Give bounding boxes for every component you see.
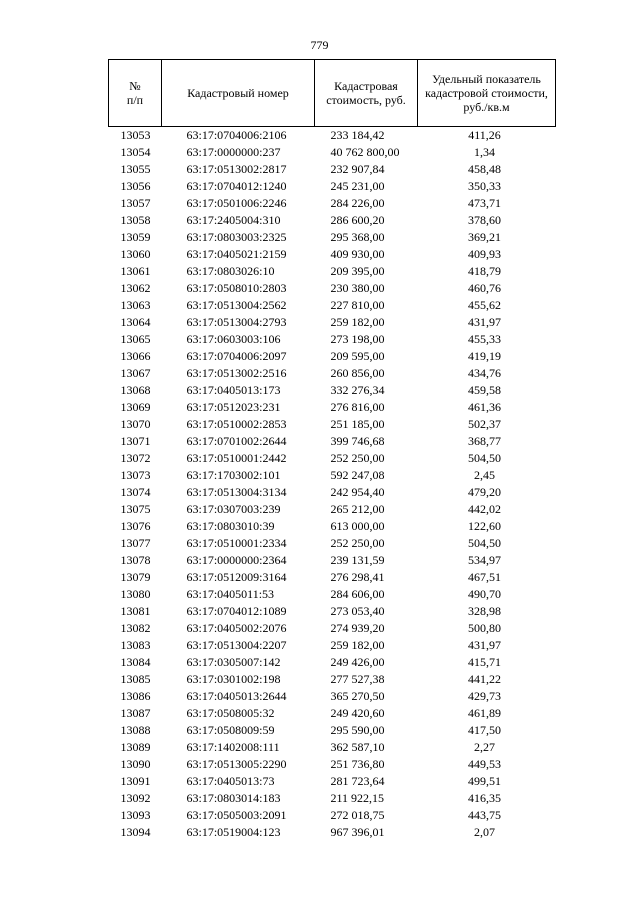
specific-cost-cell: 415,71 (468, 655, 501, 669)
specific-cost-cell: 500,80 (468, 621, 501, 635)
cadastral-cost-cell: 274 939,20 (330, 621, 385, 635)
table-row (109, 569, 556, 586)
table-row (109, 484, 556, 501)
cadastral-cost-cell: 209 595,00 (330, 349, 385, 363)
cadastral-number-cell: 63:17:0603003:106 (186, 332, 281, 346)
row-number-cell: 13080 (120, 587, 151, 601)
table-row (109, 433, 556, 450)
cadastral-cost-cell: 230 380,00 (330, 281, 385, 295)
cadastral-number-cell: 63:17:0508009:59 (186, 723, 275, 737)
cadastral-cost-cell: 592 247,08 (330, 468, 385, 482)
cadastral-cost-cell: 967 396,01 (330, 825, 385, 839)
cadastral-cost-cell: 252 250,00 (330, 536, 385, 550)
row-number-cell: 13069 (120, 400, 151, 414)
specific-cost-cell: 455,33 (468, 332, 501, 346)
header-cadastral-number: Кадастровый номер (162, 60, 315, 127)
row-number-cell: 13065 (120, 332, 151, 346)
row-number-cell: 13085 (120, 672, 151, 686)
cadastral-cost-cell: 332 276,34 (330, 383, 385, 397)
specific-cost-cell: 411,26 (468, 128, 501, 142)
cadastral-number-cell: 63:17:0510002:2853 (186, 417, 287, 431)
specific-cost-cell: 417,50 (468, 723, 501, 737)
specific-cost-cell: 455,62 (468, 298, 501, 312)
table-row (109, 637, 556, 654)
specific-cost-cell: 534,97 (468, 553, 501, 567)
cadastral-number-cell: 63:17:1402008:111 (186, 740, 280, 754)
cadastral-number-cell: 63:17:0704012:1240 (186, 179, 287, 193)
table-row (109, 671, 556, 688)
cadastral-number-cell: 63:17:0405021:2159 (186, 247, 287, 261)
specific-cost-cell: 461,89 (468, 706, 501, 720)
specific-cost-cell: 369,21 (468, 230, 501, 244)
specific-cost-cell: 441,22 (468, 672, 501, 686)
header-row-number (109, 60, 162, 127)
row-number-cell: 13075 (120, 502, 151, 516)
cadastral-cost-cell: 613 000,00 (330, 519, 385, 533)
cadastral-cost-cell: 227 810,00 (330, 298, 385, 312)
table-row (109, 807, 556, 824)
specific-cost-cell: 449,53 (468, 757, 501, 771)
table-row (109, 382, 556, 399)
cadastral-cost-cell: 40 762 800,00 (330, 145, 400, 159)
table-row (109, 297, 556, 314)
specific-cost-cell: 2,45 (474, 468, 495, 482)
row-number-cell: 13067 (120, 366, 151, 380)
row-number-cell: 13066 (120, 349, 151, 363)
row-number-cell: 13072 (120, 451, 151, 465)
table-row (109, 739, 556, 756)
header-specific-cost: Удельный показатель кадастровой стоимости, руб./кв.м (418, 60, 556, 127)
specific-cost-cell: 418,79 (468, 264, 501, 278)
table-row (109, 603, 556, 620)
table-row (109, 722, 556, 739)
specific-cost-cell: 2,07 (474, 825, 495, 839)
cadastral-number-cell: 63:17:0513004:2562 (186, 298, 287, 312)
cadastral-cost-cell: 260 856,00 (330, 366, 385, 380)
specific-cost-cell: 442,02 (468, 502, 501, 516)
row-number-cell: 13057 (120, 196, 151, 210)
table-row (109, 416, 556, 433)
row-number-cell: 13081 (120, 604, 151, 618)
specific-cost-cell: 458,48 (468, 162, 501, 176)
cadastral-cost-cell: 365 270,50 (330, 689, 385, 703)
cadastral-cost-cell: 259 182,00 (330, 638, 385, 652)
specific-cost-cell: 328,98 (468, 604, 501, 618)
cadastral-cost-cell: 409 930,00 (330, 247, 385, 261)
cadastral-number-cell: 63:17:0701002:2644 (186, 434, 287, 448)
table-row (109, 552, 556, 569)
cadastral-cost-cell: 239 131,59 (330, 553, 385, 567)
row-number-cell: 13086 (120, 689, 151, 703)
table-row (109, 790, 556, 807)
cadastral-cost-cell: 251 736,80 (330, 757, 385, 771)
specific-cost-cell: 504,50 (468, 536, 501, 550)
cadastral-cost-cell: 259 182,00 (330, 315, 385, 329)
table-row (109, 535, 556, 552)
cadastral-cost-cell: 286 600,20 (330, 213, 385, 227)
cadastral-cost-cell: 233 184,42 (330, 128, 385, 142)
cadastral-number-cell: 63:17:0405013:73 (186, 774, 275, 788)
cadastral-number-cell: 63:17:0405013:173 (186, 383, 281, 397)
row-number-cell: 13077 (120, 536, 151, 550)
table-row (109, 399, 556, 416)
specific-cost-cell: 368,77 (468, 434, 501, 448)
row-number-cell: 13083 (120, 638, 151, 652)
row-number-cell: 13091 (120, 774, 151, 788)
row-number-cell: 13082 (120, 621, 151, 635)
row-number-cell: 13084 (120, 655, 151, 669)
table-row (109, 195, 556, 212)
specific-cost-cell: 429,73 (468, 689, 501, 703)
cadastral-number-cell: 63:17:0803014:183 (186, 791, 281, 805)
cadastral-number-cell: 63:17:0803003:2325 (186, 230, 287, 244)
cadastral-cost-cell: 211 922,15 (330, 791, 385, 805)
row-number-cell: 13062 (120, 281, 151, 295)
cadastral-number-cell: 63:17:0501006:2246 (186, 196, 287, 210)
cadastral-cost-cell: 245 231,00 (330, 179, 385, 193)
table-row (109, 348, 556, 365)
cadastral-number-cell: 63:17:0513002:2817 (186, 162, 287, 176)
table-row (109, 212, 556, 229)
table-row (109, 518, 556, 535)
cadastral-cost-cell: 284 226,00 (330, 196, 385, 210)
specific-cost-cell: 479,20 (468, 485, 501, 499)
table-row (109, 688, 556, 705)
cadastral-cost-cell: 252 250,00 (330, 451, 385, 465)
cadastral-number-cell: 63:17:0405002:2076 (186, 621, 287, 635)
row-number-cell: 13060 (120, 247, 151, 261)
specific-cost-cell: 461,36 (468, 400, 501, 414)
specific-cost-cell: 1,34 (474, 145, 495, 159)
row-number-cell: 13058 (120, 213, 151, 227)
cadastral-number-cell: 63:17:0513004:2793 (186, 315, 287, 329)
cadastral-number-cell: 63:17:0405013:2644 (186, 689, 287, 703)
specific-cost-cell: 490,70 (468, 587, 501, 601)
cadastral-cost-cell: 276 298,41 (330, 570, 385, 584)
row-number-cell: 13076 (120, 519, 151, 533)
row-number-cell: 13092 (120, 791, 151, 805)
cadastral-cost-cell: 362 587,10 (330, 740, 385, 754)
specific-cost-cell: 499,51 (468, 774, 501, 788)
row-number-cell: 13073 (120, 468, 151, 482)
row-number-cell: 13093 (120, 808, 151, 822)
cadastral-number-cell: 63:17:0704006:2097 (186, 349, 287, 363)
specific-cost-cell: 473,71 (468, 196, 501, 210)
table-row (109, 246, 556, 263)
table-row (109, 161, 556, 178)
row-number-cell: 13053 (120, 128, 151, 142)
cadastral-number-cell: 63:17:0307003:239 (186, 502, 281, 516)
table-row (109, 501, 556, 518)
cadastral-cost-cell: 273 053,40 (330, 604, 385, 618)
row-number-cell: 13090 (120, 757, 151, 771)
row-number-cell: 13055 (120, 162, 151, 176)
cadastral-number-cell: 63:17:0803010:39 (186, 519, 275, 533)
header-row-number-label: № п/п (126, 79, 144, 107)
row-number-cell: 13089 (120, 740, 151, 754)
table-header (109, 60, 556, 127)
cadastral-number-cell: 63:17:0513004:3134 (186, 485, 287, 499)
cadastral-number-cell: 63:17:0519004:123 (186, 825, 281, 839)
specific-cost-cell: 431,97 (468, 638, 501, 652)
specific-cost-cell: 416,35 (468, 791, 501, 805)
table-header-row (109, 60, 556, 127)
cadastral-cost-cell: 399 746,68 (330, 434, 385, 448)
cadastral-number-cell: 63:17:0000000:2364 (186, 553, 287, 567)
row-number-cell: 13063 (120, 298, 151, 312)
row-number-cell: 13079 (120, 570, 151, 584)
row-number-cell: 13064 (120, 315, 151, 329)
specific-cost-cell: 443,75 (468, 808, 501, 822)
specific-cost-cell: 419,19 (468, 349, 501, 363)
row-number-cell: 13094 (120, 825, 151, 839)
cadastral-number-cell: 63:17:0301002:198 (186, 672, 281, 686)
cadastral-cost-cell: 295 590,00 (330, 723, 385, 737)
cadastral-cost-cell: 284 606,00 (330, 587, 385, 601)
cadastral-number-cell: 63:17:0508005:32 (186, 706, 275, 720)
cadastral-number-cell: 63:17:2405004:310 (186, 213, 281, 227)
row-number-cell: 13054 (120, 145, 151, 159)
cadastral-cost-cell: 251 185,00 (330, 417, 385, 431)
table-row (109, 450, 556, 467)
table-row (109, 654, 556, 671)
cadastral-number-cell: 63:17:1703002:101 (186, 468, 281, 482)
cadastral-number-cell: 63:17:0513002:2516 (186, 366, 287, 380)
cadastral-number-cell: 63:17:0000000:237 (186, 145, 281, 159)
table-row (109, 773, 556, 790)
cadastral-number-cell: 63:17:0704006:2106 (186, 128, 287, 142)
cadastral-cost-cell: 209 395,00 (330, 264, 385, 278)
row-number-cell: 13071 (120, 434, 151, 448)
cadastral-cost-cell: 272 018,75 (330, 808, 385, 822)
table-row (109, 705, 556, 722)
cadastral-cost-cell: 276 816,00 (330, 400, 385, 414)
table-row (109, 824, 556, 841)
table-row (109, 229, 556, 246)
specific-cost-cell: 504,50 (468, 451, 501, 465)
specific-cost-cell: 122,60 (468, 519, 501, 533)
row-number-cell: 13087 (120, 706, 151, 720)
row-number-cell: 13078 (120, 553, 151, 567)
specific-cost-cell: 2,27 (474, 740, 495, 754)
cadastral-number-cell: 63:17:0508010:2803 (186, 281, 287, 295)
cadastral-number-cell: 63:17:0510001:2334 (186, 536, 287, 550)
cadastral-cost-cell: 249 426,00 (330, 655, 385, 669)
cadastral-number-cell: 63:17:0513004:2207 (186, 638, 287, 652)
cadastral-table (108, 59, 556, 841)
cadastral-cost-cell: 295 368,00 (330, 230, 385, 244)
row-number-cell: 13070 (120, 417, 151, 431)
cadastral-number-cell: 63:17:0803026:10 (186, 264, 275, 278)
row-number-cell: 13088 (120, 723, 151, 737)
row-number-cell: 13061 (120, 264, 151, 278)
specific-cost-cell: 467,51 (468, 570, 501, 584)
cadastral-cost-cell: 265 212,00 (330, 502, 385, 516)
header-cadastral-cost: Кадастровая стоимость, руб. (315, 60, 418, 127)
table-row (109, 365, 556, 382)
cadastral-cost-cell: 277 527,38 (330, 672, 385, 686)
cadastral-number-cell: 63:17:0405011:53 (186, 587, 275, 601)
cadastral-cost-cell: 281 723,64 (330, 774, 385, 788)
table-row (109, 620, 556, 637)
cadastral-number-cell: 63:17:0505003:2091 (186, 808, 287, 822)
row-number-cell: 13056 (120, 179, 151, 193)
table-row (109, 331, 556, 348)
table-row (109, 127, 556, 145)
table-row (109, 178, 556, 195)
row-number-cell: 13074 (120, 485, 151, 499)
specific-cost-cell: 431,97 (468, 315, 501, 329)
table-row (109, 263, 556, 280)
table-row (109, 314, 556, 331)
specific-cost-cell: 409,93 (468, 247, 501, 261)
table-row (109, 756, 556, 773)
specific-cost-cell: 350,33 (468, 179, 501, 193)
table-row (109, 467, 556, 484)
cadastral-number-cell: 63:17:0704012:1089 (186, 604, 287, 618)
table-row (109, 280, 556, 297)
table-row (109, 144, 556, 161)
row-number-cell: 13068 (120, 383, 151, 397)
cadastral-number-cell: 63:17:0513005:2290 (186, 757, 287, 771)
cadastral-number-cell: 63:17:0305007:142 (186, 655, 281, 669)
page-number: 779 (310, 38, 329, 52)
cadastral-number-cell: 63:17:0510001:2442 (186, 451, 287, 465)
specific-cost-cell: 434,76 (468, 366, 501, 380)
cadastral-cost-cell: 273 198,00 (330, 332, 385, 346)
specific-cost-cell: 502,37 (468, 417, 501, 431)
cadastral-cost-cell: 249 420,60 (330, 706, 385, 720)
specific-cost-cell: 378,60 (468, 213, 501, 227)
table-row (109, 586, 556, 603)
cadastral-cost-cell: 232 907,84 (330, 162, 385, 176)
specific-cost-cell: 459,58 (468, 383, 501, 397)
row-number-cell: 13059 (120, 230, 151, 244)
cadastral-cost-cell: 242 954,40 (330, 485, 385, 499)
table-body (109, 127, 556, 842)
specific-cost-cell: 460,76 (468, 281, 501, 295)
cadastral-number-cell: 63:17:0512009:3164 (186, 570, 287, 584)
cadastral-number-cell: 63:17:0512023:231 (186, 400, 281, 414)
